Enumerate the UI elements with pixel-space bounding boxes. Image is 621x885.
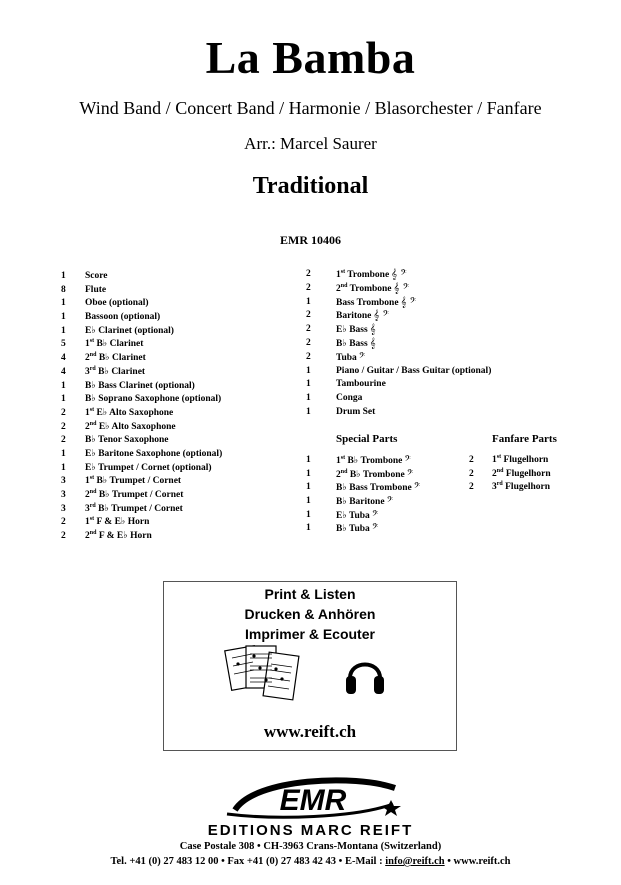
part-row [306, 495, 476, 509]
part-quantity: 3 [61, 503, 66, 514]
part-quantity: 2 [61, 531, 66, 542]
part-name-text: Conga [336, 393, 363, 404]
ordinal-suffix: nd [340, 468, 348, 475]
part-quantity: 3 [61, 490, 66, 500]
part-name-rest: B♭ Trumpet / Cornet [95, 503, 183, 514]
part-name-text: 2 [85, 353, 90, 364]
part-quantity: 1 [61, 298, 66, 309]
catalog-number: EMR 10406 [280, 233, 341, 247]
part-name [85, 311, 160, 325]
part-quantity: 2 [306, 324, 311, 335]
part-name [336, 468, 413, 483]
part-name-rest: F & E♭ Horn [96, 531, 152, 542]
part-name [85, 380, 195, 394]
part-row [61, 380, 301, 394]
emr-logo [215, 774, 405, 822]
ordinal-suffix: nd [496, 467, 504, 474]
clef-icon: 𝄞 𝄢 [393, 282, 410, 294]
print-listen-box [163, 581, 457, 751]
part-name-rest: B♭ Clarinet [95, 366, 146, 377]
part-name [336, 392, 362, 406]
clef-icon: 𝄢 [386, 496, 393, 508]
part-row [306, 392, 576, 406]
part-quantity: 1 [61, 394, 66, 405]
part-row [61, 503, 301, 517]
part-row [306, 454, 476, 468]
part-row [61, 270, 301, 284]
contact-website: • www.reift.ch [444, 856, 511, 867]
arranger: Arr.: Marcel Saurer [244, 134, 377, 153]
part-name [85, 462, 212, 476]
promo-url[interactable]: www.reift.ch [263, 722, 357, 741]
clef-icon: 𝄞 [369, 337, 376, 349]
part-row [306, 468, 476, 482]
ordinal-suffix: st [89, 475, 95, 482]
clef-icon: 𝄢 [413, 482, 421, 494]
part-name-text: B♭ Soprano Saxophone (optional) [85, 394, 222, 405]
part-name-text: 3 [85, 366, 90, 377]
part-row [61, 462, 301, 476]
part-quantity: 2 [306, 310, 311, 321]
parts-list-right [306, 268, 576, 420]
part-name [85, 434, 169, 448]
part-quantity: 2 [61, 435, 66, 446]
part-quantity: 2 [469, 482, 474, 493]
part-name-text: 1 [336, 456, 341, 466]
part-quantity: 2 [469, 468, 474, 479]
part-row [306, 509, 476, 523]
ordinal-suffix: st [496, 454, 502, 460]
part-name-text: Baritone [336, 311, 372, 322]
part-quantity: 5 [61, 339, 66, 350]
part-name-text: 1 [85, 476, 90, 487]
part-name [85, 489, 183, 503]
part-name [85, 297, 149, 311]
part-quantity: 4 [61, 353, 66, 364]
part-name [336, 282, 409, 297]
headphones-icon [344, 648, 386, 698]
part-row [469, 481, 579, 495]
part-name-text: Tuba [336, 352, 357, 363]
ordinal-suffix: nd [89, 530, 97, 537]
part-quantity: 2 [469, 455, 474, 465]
part-row [306, 406, 576, 420]
part-quantity: 1 [61, 462, 66, 473]
part-name-text: 2 [85, 531, 90, 542]
part-row [306, 365, 576, 379]
part-name-text: 1 [492, 455, 497, 465]
part-name-rest: Flugelhorn [503, 468, 551, 479]
clef-icon: 𝄢 [371, 523, 379, 535]
part-name [85, 516, 149, 530]
part-name-text: E♭ Trumpet / Cornet (optional) [85, 462, 212, 473]
part-name-text: E♭ Baritone Saxophone (optional) [85, 448, 223, 459]
contact-line [0, 855, 621, 868]
publisher-name: EDITIONS MARC REIFT [207, 822, 414, 839]
composer: Traditional [252, 173, 369, 199]
part-name-text: 2 [492, 468, 497, 479]
part-row [61, 284, 301, 298]
part-name-rest: Trombone [345, 270, 390, 280]
special-parts-list [306, 454, 476, 536]
ordinal-suffix: nd [340, 282, 348, 289]
part-name-rest: B♭ Clarinet [96, 353, 146, 364]
subtitle: Wind Band / Concert Band / Harmonie / Blasorchester / Fanfare [79, 98, 542, 118]
part-quantity: 1 [306, 406, 311, 417]
part-name [336, 406, 375, 420]
part-row [61, 516, 301, 530]
ordinal-suffix: rd [89, 365, 96, 372]
part-row [61, 352, 301, 366]
part-name-text: 2 [85, 490, 90, 500]
ordinal-suffix: st [89, 406, 95, 413]
part-name-text: 1 [336, 270, 341, 280]
part-name-text: E♭ Bass [336, 325, 368, 336]
part-quantity: 1 [306, 365, 311, 376]
part-name [336, 454, 411, 469]
part-quantity: 1 [306, 523, 311, 534]
part-quantity: 1 [306, 468, 311, 479]
part-name [85, 503, 183, 517]
part-name [85, 366, 145, 380]
part-name-text: Bassoon (optional) [85, 312, 161, 323]
part-quantity: 1 [306, 455, 311, 465]
part-row [61, 434, 301, 448]
part-quantity: 1 [306, 509, 311, 520]
clef-icon: 𝄢 [371, 509, 379, 521]
part-row [306, 282, 576, 296]
part-row [61, 421, 301, 435]
part-name [336, 337, 376, 352]
part-name [85, 284, 106, 298]
part-name-rest: E♭ Alto Saxophone [96, 421, 176, 432]
part-name [85, 421, 176, 435]
part-name-text: 2 [336, 469, 341, 480]
part-name [85, 407, 173, 421]
part-row [61, 311, 301, 325]
part-quantity: 1 [61, 325, 66, 336]
part-name [336, 309, 389, 324]
part-row [61, 366, 301, 380]
part-name-text: Score [85, 271, 108, 281]
part-quantity: 1 [306, 296, 311, 307]
clef-icon: 𝄞 [369, 324, 376, 336]
part-name [336, 323, 376, 338]
part-name-text: B♭ Bass [336, 338, 368, 349]
ordinal-suffix: nd [89, 420, 97, 427]
part-quantity: 1 [306, 496, 311, 507]
part-name-text: B♭ Tuba [336, 524, 370, 535]
fanfare-parts-list [469, 454, 579, 495]
clef-icon: 𝄞 𝄢 [400, 296, 417, 308]
part-row [61, 448, 301, 462]
part-quantity: 2 [61, 517, 66, 528]
clef-icon: 𝄢 [406, 468, 414, 480]
part-name-text: 3 [492, 482, 497, 493]
part-row [306, 481, 476, 495]
ordinal-suffix: st [340, 269, 346, 275]
part-name-rest: Flugelhorn [502, 482, 550, 493]
part-name [85, 352, 146, 366]
ordinal-suffix: st [89, 338, 95, 345]
sheet-music-icon [224, 642, 302, 704]
part-name-rest: B♭ Trombone [347, 469, 405, 480]
part-row [306, 323, 576, 337]
part-name-text: Tambourine [336, 379, 386, 390]
ordinal-suffix: st [340, 455, 346, 461]
parts-list-left [61, 270, 301, 544]
part-name-text: 1 [85, 339, 90, 350]
part-row [306, 351, 576, 365]
part-row [306, 378, 576, 392]
part-name-rest: B♭ Clarinet [94, 339, 144, 350]
part-quantity: 1 [61, 312, 66, 323]
part-quantity: 1 [306, 393, 311, 404]
page-title: La Bamba [205, 32, 416, 83]
ordinal-suffix: rd [89, 502, 96, 509]
part-name-text: B♭ Bass Clarinet (optional) [85, 380, 195, 391]
part-name [336, 481, 420, 496]
part-row [61, 297, 301, 311]
part-name [336, 365, 491, 379]
part-name-text: Oboe (optional) [85, 298, 149, 309]
part-name-rest: B♭ Trumpet / Cornet [94, 476, 182, 487]
part-name-text: E♭ Tuba [336, 510, 370, 521]
part-name [492, 481, 550, 495]
part-name [492, 454, 548, 468]
ordinal-suffix: rd [496, 481, 503, 488]
part-quantity: 2 [306, 282, 311, 293]
part-quantity: 2 [61, 421, 66, 432]
ordinal-suffix: nd [89, 352, 97, 359]
part-name-text: 2 [336, 283, 341, 294]
part-name-text: Piano / Guitar / Bass Guitar (optional) [336, 365, 492, 376]
part-row [306, 268, 576, 282]
part-name-text: Drum Set [336, 406, 376, 417]
part-quantity: 2 [306, 269, 311, 279]
part-row [61, 325, 301, 339]
part-row [306, 296, 576, 310]
part-name-rest: B♭ Trumpet / Cornet [96, 490, 184, 500]
part-row [306, 337, 576, 351]
part-row [61, 530, 301, 544]
special-parts-heading: Special Parts [336, 433, 398, 445]
contact-phone-fax: Tel. +41 (0) 27 483 12 00 • Fax +41 (0) 27 483 42 43 • E-Mail : [110, 856, 386, 867]
part-name-rest: Trombone [347, 283, 392, 294]
part-name-text: B♭ Bass Trombone [336, 483, 412, 494]
promo-line-print-listen: Print & Listen [264, 586, 356, 602]
part-name-rest: F & E♭ Horn [94, 517, 150, 528]
part-quantity: 1 [61, 380, 66, 391]
part-name [85, 270, 108, 284]
fanfare-parts-heading: Fanfare Parts [492, 433, 557, 445]
logo-text: EMR [279, 784, 347, 817]
part-row [306, 522, 476, 536]
part-name [85, 393, 221, 407]
part-quantity: 3 [61, 476, 66, 487]
part-row [61, 407, 301, 421]
part-quantity: 2 [306, 351, 311, 362]
part-row [61, 475, 301, 489]
part-name-text: 3 [85, 503, 90, 514]
part-row [61, 489, 301, 503]
part-quantity: 1 [306, 379, 311, 390]
part-name [85, 530, 152, 544]
ordinal-suffix: st [89, 516, 95, 523]
part-name-text: B♭ Baritone [336, 497, 385, 508]
part-name-text: Bass Trombone [336, 297, 399, 308]
part-name [336, 296, 416, 311]
part-quantity: 2 [61, 407, 66, 418]
part-name-text: 1 [85, 407, 90, 418]
email-link[interactable]: info@reift.ch [385, 856, 445, 867]
part-name [336, 509, 378, 524]
part-name [336, 351, 365, 366]
part-quantity: 1 [306, 482, 311, 493]
part-name-rest: E♭ Alto Saxophone [94, 407, 174, 418]
part-name [85, 338, 143, 352]
part-quantity: 1 [61, 448, 66, 459]
part-name-text: Flute [85, 284, 107, 295]
part-name [492, 468, 551, 482]
part-name [85, 448, 222, 462]
part-quantity: 8 [61, 284, 66, 295]
part-name [336, 522, 378, 537]
part-name-text: B♭ Tenor Saxophone [85, 435, 169, 446]
part-name-rest: B♭ Trombone [345, 456, 403, 466]
part-quantity: 1 [61, 271, 66, 281]
part-row [469, 454, 579, 468]
part-quantity: 4 [61, 366, 66, 377]
clef-icon: 𝄞 𝄢 [391, 269, 407, 280]
clef-icon: 𝄢 [358, 351, 366, 363]
publisher-address: Case Postale 308 • CH-3963 Crans-Montana (Switzerland) [179, 841, 442, 852]
part-name [85, 325, 174, 339]
part-row [61, 338, 301, 352]
part-row [306, 309, 576, 323]
part-row [469, 468, 579, 482]
part-name-rest: Flugelhorn [501, 455, 549, 465]
part-name-text: E♭ Clarinet (optional) [85, 325, 174, 336]
part-name [336, 378, 386, 392]
part-name [336, 495, 393, 510]
part-name [336, 268, 407, 283]
part-quantity: 2 [306, 337, 311, 348]
promo-line-drucken: Drucken & Anhören [244, 606, 376, 622]
ordinal-suffix: nd [89, 489, 97, 495]
part-name [85, 475, 181, 489]
part-name-text: 1 [85, 517, 90, 528]
promo-line-imprimer: Imprimer & Ecouter [245, 626, 375, 642]
clef-icon: 𝄞 𝄢 [373, 310, 389, 322]
part-row [61, 393, 301, 407]
part-name-text: 2 [85, 421, 90, 432]
clef-icon: 𝄢 [404, 455, 411, 466]
